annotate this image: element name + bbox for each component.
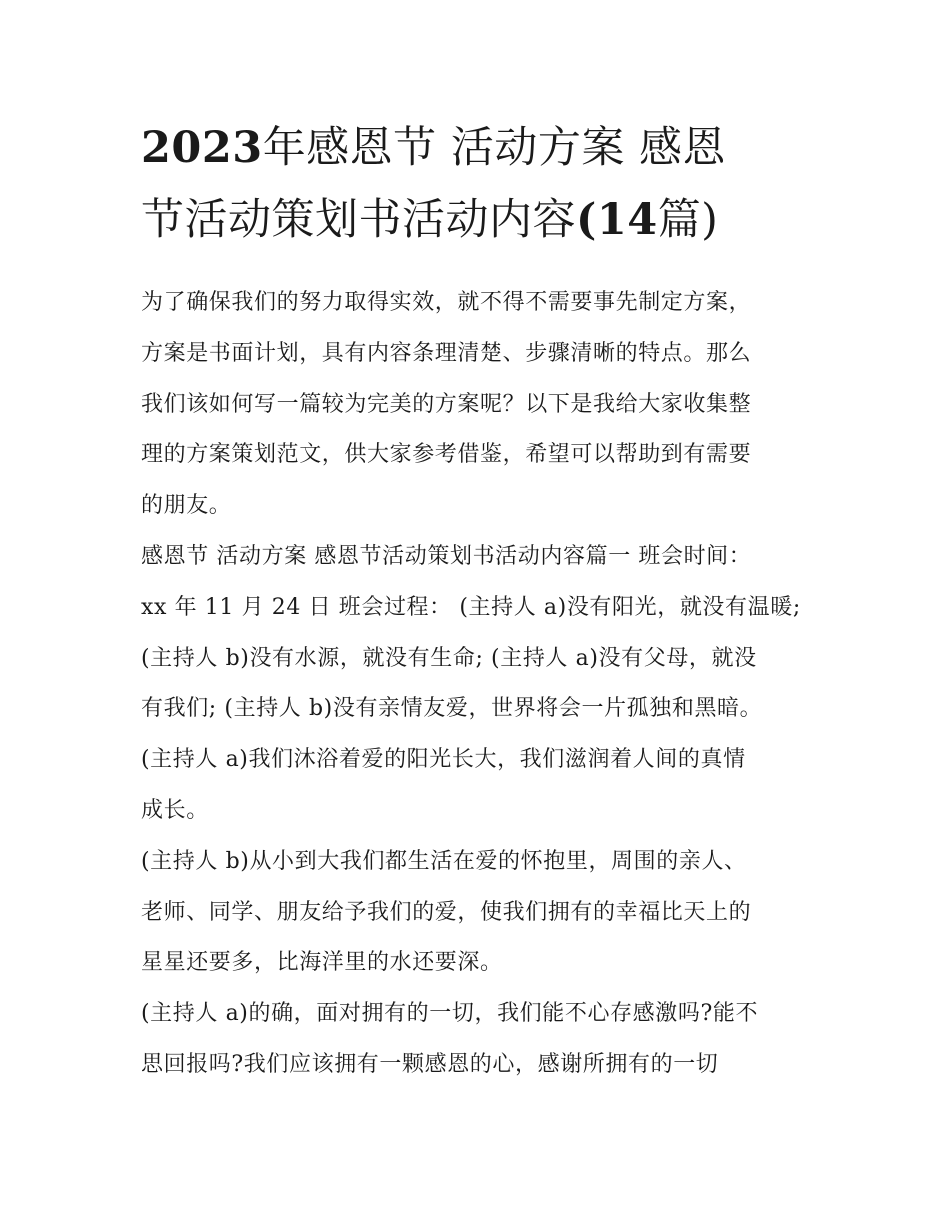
text-line: 星星还要多，比海洋里的水还要深。: [141, 950, 503, 976]
text-line: (主持人 b)从小到大我们都生活在爱的怀抱里，周围的亲人、: [141, 848, 747, 874]
text-line: 理的方案策划范文，供大家参考借鉴，希望可以帮助到有需要: [141, 442, 752, 468]
document-content: [141, 112, 821, 1091]
paragraph-intro: [141, 278, 821, 532]
text-line: 为了确保我们的努力取得实效，就不得不需要事先制定方案，: [141, 290, 752, 315]
text-line: 成长。: [141, 797, 209, 823]
text-line: 的朋友。: [141, 493, 232, 519]
text-line: 方案是书面计划，具有内容条理清楚、步骤清晰的特点。那么: [141, 340, 752, 366]
text-line: xx 年 11 月 24 日 班会过程： (主持人 a)没有阳光，就没有温暖;: [141, 594, 801, 620]
title-line-1-text: 年感恩节 活动方案 感恩: [262, 123, 727, 173]
document-body: [141, 278, 821, 1091]
text-line: 老师、同学、朋友给予我们的爱，使我们拥有的幸福比天上的: [141, 899, 752, 925]
text-line: (主持人 a)我们沐浴着爱的阳光长大，我们滋润着人间的真情: [141, 747, 746, 773]
text-line: (主持人 a)的确，面对拥有的一切，我们能不心存感激吗?能不: [141, 1001, 759, 1027]
title-line-2-text: 节活动策划书活动内容: [141, 195, 576, 245]
text-line: 思回报吗?我们应该拥有一颗感恩的心，感谢所拥有的一切: [141, 1051, 719, 1077]
paragraph-host-a: [141, 989, 821, 1091]
text-line: 有我们; (主持人 b)没有亲情友爱，世界将会一片孤独和黑暗。: [141, 696, 763, 722]
title-count-unit: 篇): [657, 195, 719, 245]
text-line: 感恩节 活动方案 感恩节活动策划书活动内容篇一 班会时间：: [141, 543, 752, 569]
text-line: (主持人 b)没有水源，就没有生命; (主持人 a)没有父母，就没: [141, 645, 757, 671]
title-year: 2023: [141, 123, 263, 173]
paragraph-host-b: [141, 837, 821, 989]
title-line-1: [141, 112, 821, 184]
text-line: 我们该如何写一篇较为完美的方案呢？以下是我给大家收集整: [141, 391, 752, 417]
document-title: [141, 112, 821, 256]
paragraph-section-1: [141, 532, 821, 837]
title-line-2: [141, 184, 821, 256]
title-count: (14: [576, 195, 658, 245]
